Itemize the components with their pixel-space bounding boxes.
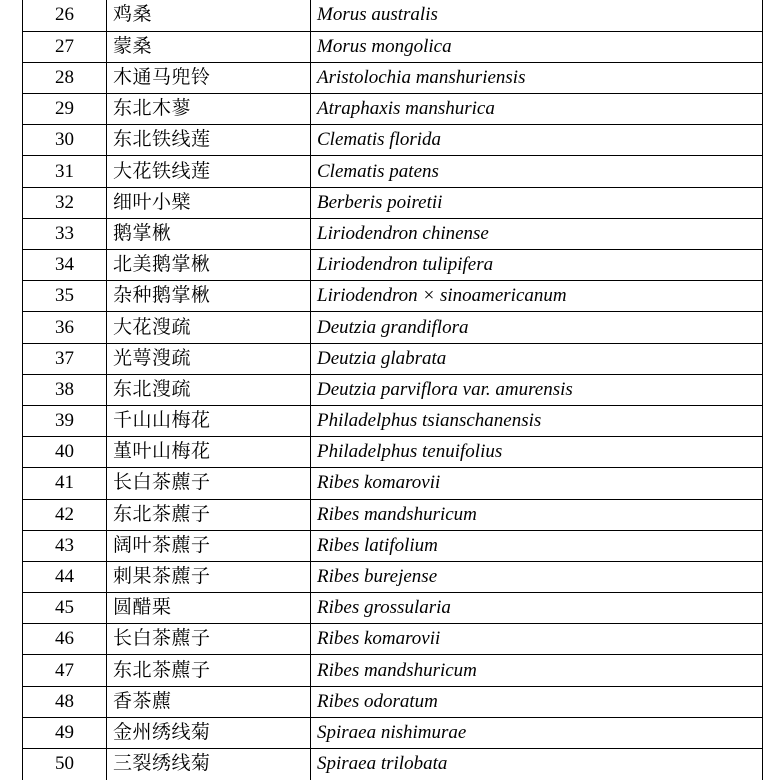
table-row xyxy=(23,0,763,31)
row-number: 36 xyxy=(23,312,107,343)
row-scientific-name: Clematis patens xyxy=(311,156,763,187)
row-chinese-name: 杂种鹅掌楸 xyxy=(107,281,311,312)
row-number: 30 xyxy=(23,125,107,156)
table-row xyxy=(23,218,763,249)
row-number: 32 xyxy=(23,187,107,218)
row-chinese-name: 大花溲疏 xyxy=(107,312,311,343)
row-number: 28 xyxy=(23,62,107,93)
table-row xyxy=(23,62,763,93)
table-row xyxy=(23,187,763,218)
table-row xyxy=(23,250,763,281)
table-row xyxy=(23,717,763,748)
row-chinese-name: 东北溲疏 xyxy=(107,374,311,405)
row-scientific-name: Ribes burejense xyxy=(311,561,763,592)
row-scientific-name: Ribes mandshuricum xyxy=(311,655,763,686)
table-row xyxy=(23,31,763,62)
table-row xyxy=(23,686,763,717)
row-chinese-name: 北美鹅掌楸 xyxy=(107,250,311,281)
row-scientific-name: Spiraea trilobata xyxy=(311,749,763,780)
row-number: 35 xyxy=(23,281,107,312)
table-row xyxy=(23,94,763,125)
row-number: 48 xyxy=(23,686,107,717)
row-number: 31 xyxy=(23,156,107,187)
row-scientific-name: Ribes latifolium xyxy=(311,530,763,561)
row-chinese-name: 东北木蓼 xyxy=(107,94,311,125)
row-number: 46 xyxy=(23,624,107,655)
row-scientific-name: Morus mongolica xyxy=(311,31,763,62)
table-row xyxy=(23,156,763,187)
row-scientific-name: Deutzia glabrata xyxy=(311,343,763,374)
row-chinese-name: 堇叶山梅花 xyxy=(107,437,311,468)
table-row xyxy=(23,281,763,312)
table-row xyxy=(23,468,763,499)
row-chinese-name: 长白茶藨子 xyxy=(107,624,311,655)
row-chinese-name: 木通马兜铃 xyxy=(107,62,311,93)
table-row xyxy=(23,530,763,561)
row-scientific-name: Spiraea nishimurae xyxy=(311,717,763,748)
row-chinese-name: 东北铁线莲 xyxy=(107,125,311,156)
table-row xyxy=(23,593,763,624)
row-scientific-name: Aristolochia manshuriensis xyxy=(311,62,763,93)
table-row xyxy=(23,312,763,343)
row-chinese-name: 金州绣线菊 xyxy=(107,717,311,748)
row-scientific-name: Morus australis xyxy=(311,0,763,31)
row-chinese-name: 千山山梅花 xyxy=(107,405,311,436)
table-row xyxy=(23,405,763,436)
row-scientific-name: Ribes mandshuricum xyxy=(311,499,763,530)
row-chinese-name: 香茶藨 xyxy=(107,686,311,717)
species-table-body xyxy=(23,0,763,780)
row-chinese-name: 圆醋栗 xyxy=(107,593,311,624)
table-row xyxy=(23,749,763,780)
row-scientific-name: Clematis florida xyxy=(311,125,763,156)
row-scientific-name: Deutzia grandiflora xyxy=(311,312,763,343)
row-chinese-name: 蒙桑 xyxy=(107,31,311,62)
row-number: 42 xyxy=(23,499,107,530)
row-scientific-name: Philadelphus tsianschanensis xyxy=(311,405,763,436)
row-chinese-name: 阔叶茶藨子 xyxy=(107,530,311,561)
row-chinese-name: 大花铁线莲 xyxy=(107,156,311,187)
row-chinese-name: 光萼溲疏 xyxy=(107,343,311,374)
row-number: 38 xyxy=(23,374,107,405)
row-chinese-name: 鸡桑 xyxy=(107,0,311,31)
table-row xyxy=(23,343,763,374)
table-row xyxy=(23,125,763,156)
row-number: 49 xyxy=(23,717,107,748)
row-scientific-name: Ribes odoratum xyxy=(311,686,763,717)
row-number: 43 xyxy=(23,530,107,561)
table-row xyxy=(23,499,763,530)
row-number: 40 xyxy=(23,437,107,468)
table-row xyxy=(23,374,763,405)
row-scientific-name: Philadelphus tenuifolius xyxy=(311,437,763,468)
row-scientific-name: Liriodendron tulipifera xyxy=(311,250,763,281)
row-chinese-name: 长白茶藨子 xyxy=(107,468,311,499)
row-number: 39 xyxy=(23,405,107,436)
row-number: 33 xyxy=(23,218,107,249)
row-scientific-name: Berberis poiretii xyxy=(311,187,763,218)
row-chinese-name: 东北茶藨子 xyxy=(107,655,311,686)
table-row xyxy=(23,437,763,468)
row-number: 44 xyxy=(23,561,107,592)
row-scientific-name: Atraphaxis manshurica xyxy=(311,94,763,125)
row-number: 29 xyxy=(23,94,107,125)
row-scientific-name: Liriodendron × sinoamericanum xyxy=(311,281,763,312)
row-scientific-name: Ribes komarovii xyxy=(311,468,763,499)
row-number: 47 xyxy=(23,655,107,686)
species-table xyxy=(22,0,763,780)
row-number: 41 xyxy=(23,468,107,499)
row-chinese-name: 三裂绣线菊 xyxy=(107,749,311,780)
table-row xyxy=(23,655,763,686)
row-chinese-name: 细叶小檗 xyxy=(107,187,311,218)
row-scientific-name: Deutzia parviflora var. amurensis xyxy=(311,374,763,405)
row-chinese-name: 刺果茶藨子 xyxy=(107,561,311,592)
row-number: 45 xyxy=(23,593,107,624)
row-number: 37 xyxy=(23,343,107,374)
row-scientific-name: Ribes grossularia xyxy=(311,593,763,624)
row-number: 50 xyxy=(23,749,107,780)
row-scientific-name: Ribes komarovii xyxy=(311,624,763,655)
table-row xyxy=(23,561,763,592)
row-chinese-name: 鹅掌楸 xyxy=(107,218,311,249)
table-row xyxy=(23,624,763,655)
row-number: 34 xyxy=(23,250,107,281)
row-chinese-name: 东北茶藨子 xyxy=(107,499,311,530)
row-number: 26 xyxy=(23,0,107,31)
row-scientific-name: Liriodendron chinense xyxy=(311,218,763,249)
row-number: 27 xyxy=(23,31,107,62)
